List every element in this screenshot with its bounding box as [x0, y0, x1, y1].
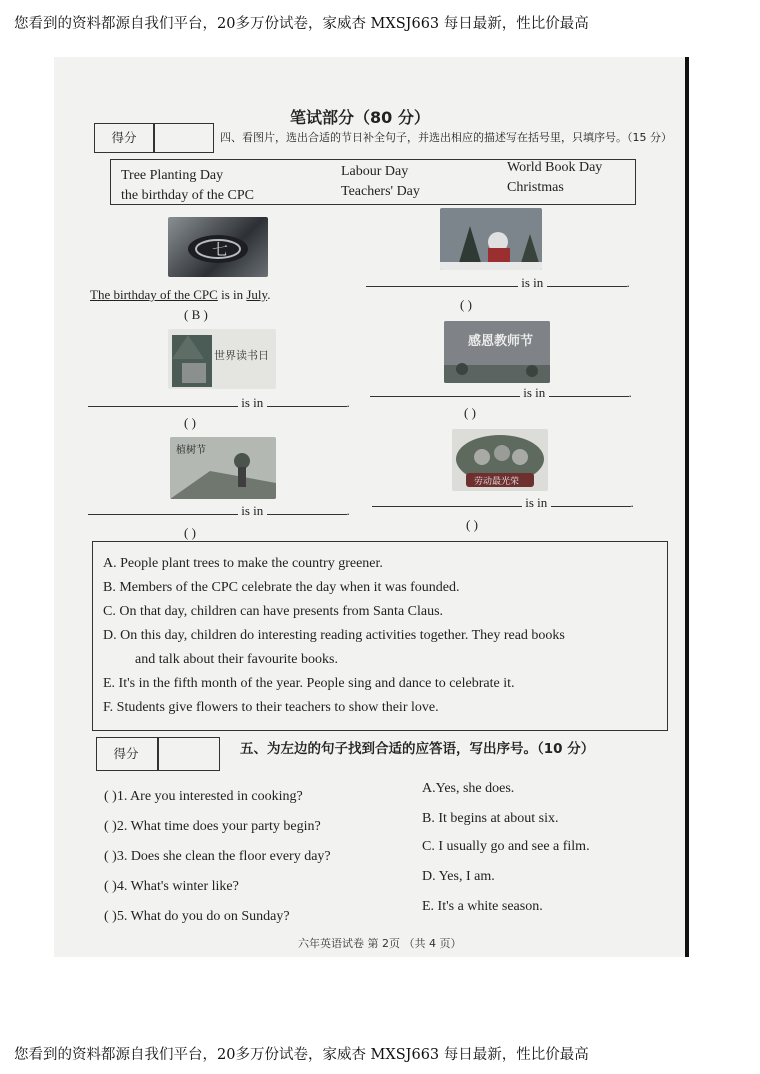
- holiday-word: Labour Day: [341, 164, 409, 179]
- period: .: [628, 385, 632, 400]
- answer-paren[interactable]: ( ): [460, 297, 472, 312]
- question-2[interactable]: ( )2. What time does your party begin?: [104, 819, 321, 834]
- section-title: 笔试部分（80 分）: [290, 108, 430, 127]
- example-answer: ( B ): [184, 307, 208, 322]
- teachers-day-text: 感恩教师节: [468, 334, 534, 349]
- example-month: July: [246, 287, 268, 302]
- description-options-box: [92, 541, 668, 731]
- holiday-word: the birthday of the CPC: [121, 188, 254, 203]
- month-blank[interactable]: [267, 406, 347, 407]
- is-in-text: is in: [525, 495, 548, 510]
- holiday-blank[interactable]: [88, 406, 238, 407]
- photo-edge: [685, 57, 689, 957]
- sentence-blank-6: [372, 495, 634, 511]
- bottom-banner: 您看到的资料都源自我们平台，20多万份试卷，家威杏 MXSJ663 每日最新，性比价最高: [14, 1047, 589, 1063]
- response-d: D. Yes, I am.: [422, 869, 495, 884]
- top-banner: 您看到的资料都源自我们平台，20多万份试卷，家威杏 MXSJ663 每日最新，性比价最高: [14, 16, 589, 32]
- labour-day-picture: [452, 429, 548, 491]
- is-in-text: is in: [221, 287, 244, 302]
- holiday-word: Christmas: [507, 180, 564, 195]
- is-in-text: is in: [523, 385, 546, 400]
- question-5[interactable]: ( )5. What do you do on Sunday?: [104, 909, 290, 924]
- tree-day-text: 植树节: [176, 445, 206, 456]
- example-sentence: [90, 287, 270, 303]
- is-in-text: is in: [521, 275, 544, 290]
- option-b: B. Members of the CPC celebrate the day when it was founded.: [103, 580, 460, 595]
- answer-paren[interactable]: ( ): [466, 517, 478, 532]
- holiday-word: Teachers' Day: [341, 184, 420, 199]
- response-b: B. It begins at about six.: [422, 811, 559, 826]
- holiday-word: World Book Day: [507, 160, 603, 175]
- option-c: C. On that day, children can have presents from Santa Claus.: [103, 604, 444, 619]
- part4-instruction: 四、看图片，选出合适的节日补全句子，并选出相应的描述写在括号里，只填序号。（15 分）: [220, 131, 672, 144]
- holiday-blank[interactable]: [366, 286, 518, 287]
- period: .: [630, 495, 634, 510]
- score-box-part5: [96, 737, 220, 771]
- score-box-part4: [94, 123, 214, 153]
- option-e: E. It's in the fifth month of the year. People sing and dance to celebrate it.: [103, 676, 515, 691]
- teachers-day-picture: [444, 321, 550, 383]
- option-d-continued: and talk about their favourite books.: [135, 652, 338, 667]
- month-blank[interactable]: [547, 286, 627, 287]
- is-in-text: is in: [241, 395, 264, 410]
- book-day-text: 世界读书日: [214, 349, 269, 362]
- question-4[interactable]: ( )4. What's winter like?: [104, 879, 239, 894]
- book-day-picture: [168, 329, 276, 389]
- example-subject: The birthday of the CPC: [90, 287, 218, 302]
- option-f: F. Students give flowers to their teachers to show their love.: [103, 700, 439, 715]
- period: .: [346, 395, 350, 410]
- holiday-word-box: [110, 159, 636, 205]
- score-label: 得分: [111, 130, 137, 145]
- option-d: D. On this day, children do interesting reading activities together. They read books: [103, 628, 565, 643]
- svg-text:七: 七: [212, 240, 229, 259]
- option-a: A. People plant trees to make the country greener.: [103, 556, 383, 571]
- response-a: A.Yes, she does.: [422, 781, 515, 796]
- question-1[interactable]: ( )1. Are you interested in cooking?: [104, 789, 303, 804]
- tree-planting-picture: [170, 437, 276, 499]
- sentence-blank-3: [88, 395, 350, 411]
- is-in-text: is in: [241, 503, 264, 518]
- page-footer: 六年英语试卷 第 2页 （共 4 页）: [298, 937, 462, 950]
- labour-day-text: 劳动最光荣: [474, 477, 520, 487]
- christmas-picture: [440, 208, 542, 270]
- holiday-word: Tree Planting Day: [121, 168, 224, 183]
- score-box-divider: [157, 738, 159, 770]
- part5-instruction: 五、为左边的句子找到合适的应答语，写出序号。（10 分）: [240, 741, 595, 757]
- answer-paren[interactable]: ( ): [464, 405, 476, 420]
- exam-page-photo: [54, 57, 689, 957]
- month-blank[interactable]: [551, 506, 631, 507]
- period: .: [267, 287, 271, 302]
- cpc-birthday-picture: [168, 217, 268, 277]
- score-label: 得分: [113, 746, 139, 761]
- response-c: C. I usually go and see a film.: [422, 839, 590, 854]
- sentence-blank-2: [366, 275, 630, 291]
- month-blank[interactable]: [267, 514, 347, 515]
- answer-paren[interactable]: ( ): [184, 525, 196, 540]
- period: .: [626, 275, 630, 290]
- answer-paren[interactable]: ( ): [184, 415, 196, 430]
- sentence-blank-5: [88, 503, 350, 519]
- month-blank[interactable]: [549, 396, 629, 397]
- question-3[interactable]: ( )3. Does she clean the floor every day?: [104, 849, 331, 864]
- holiday-blank[interactable]: [88, 514, 238, 515]
- holiday-blank[interactable]: [372, 506, 522, 507]
- sentence-blank-4: [370, 385, 632, 401]
- period: .: [346, 503, 350, 518]
- score-box-divider: [153, 124, 155, 152]
- holiday-blank[interactable]: [370, 396, 520, 397]
- response-e: E. It's a white season.: [422, 899, 543, 914]
